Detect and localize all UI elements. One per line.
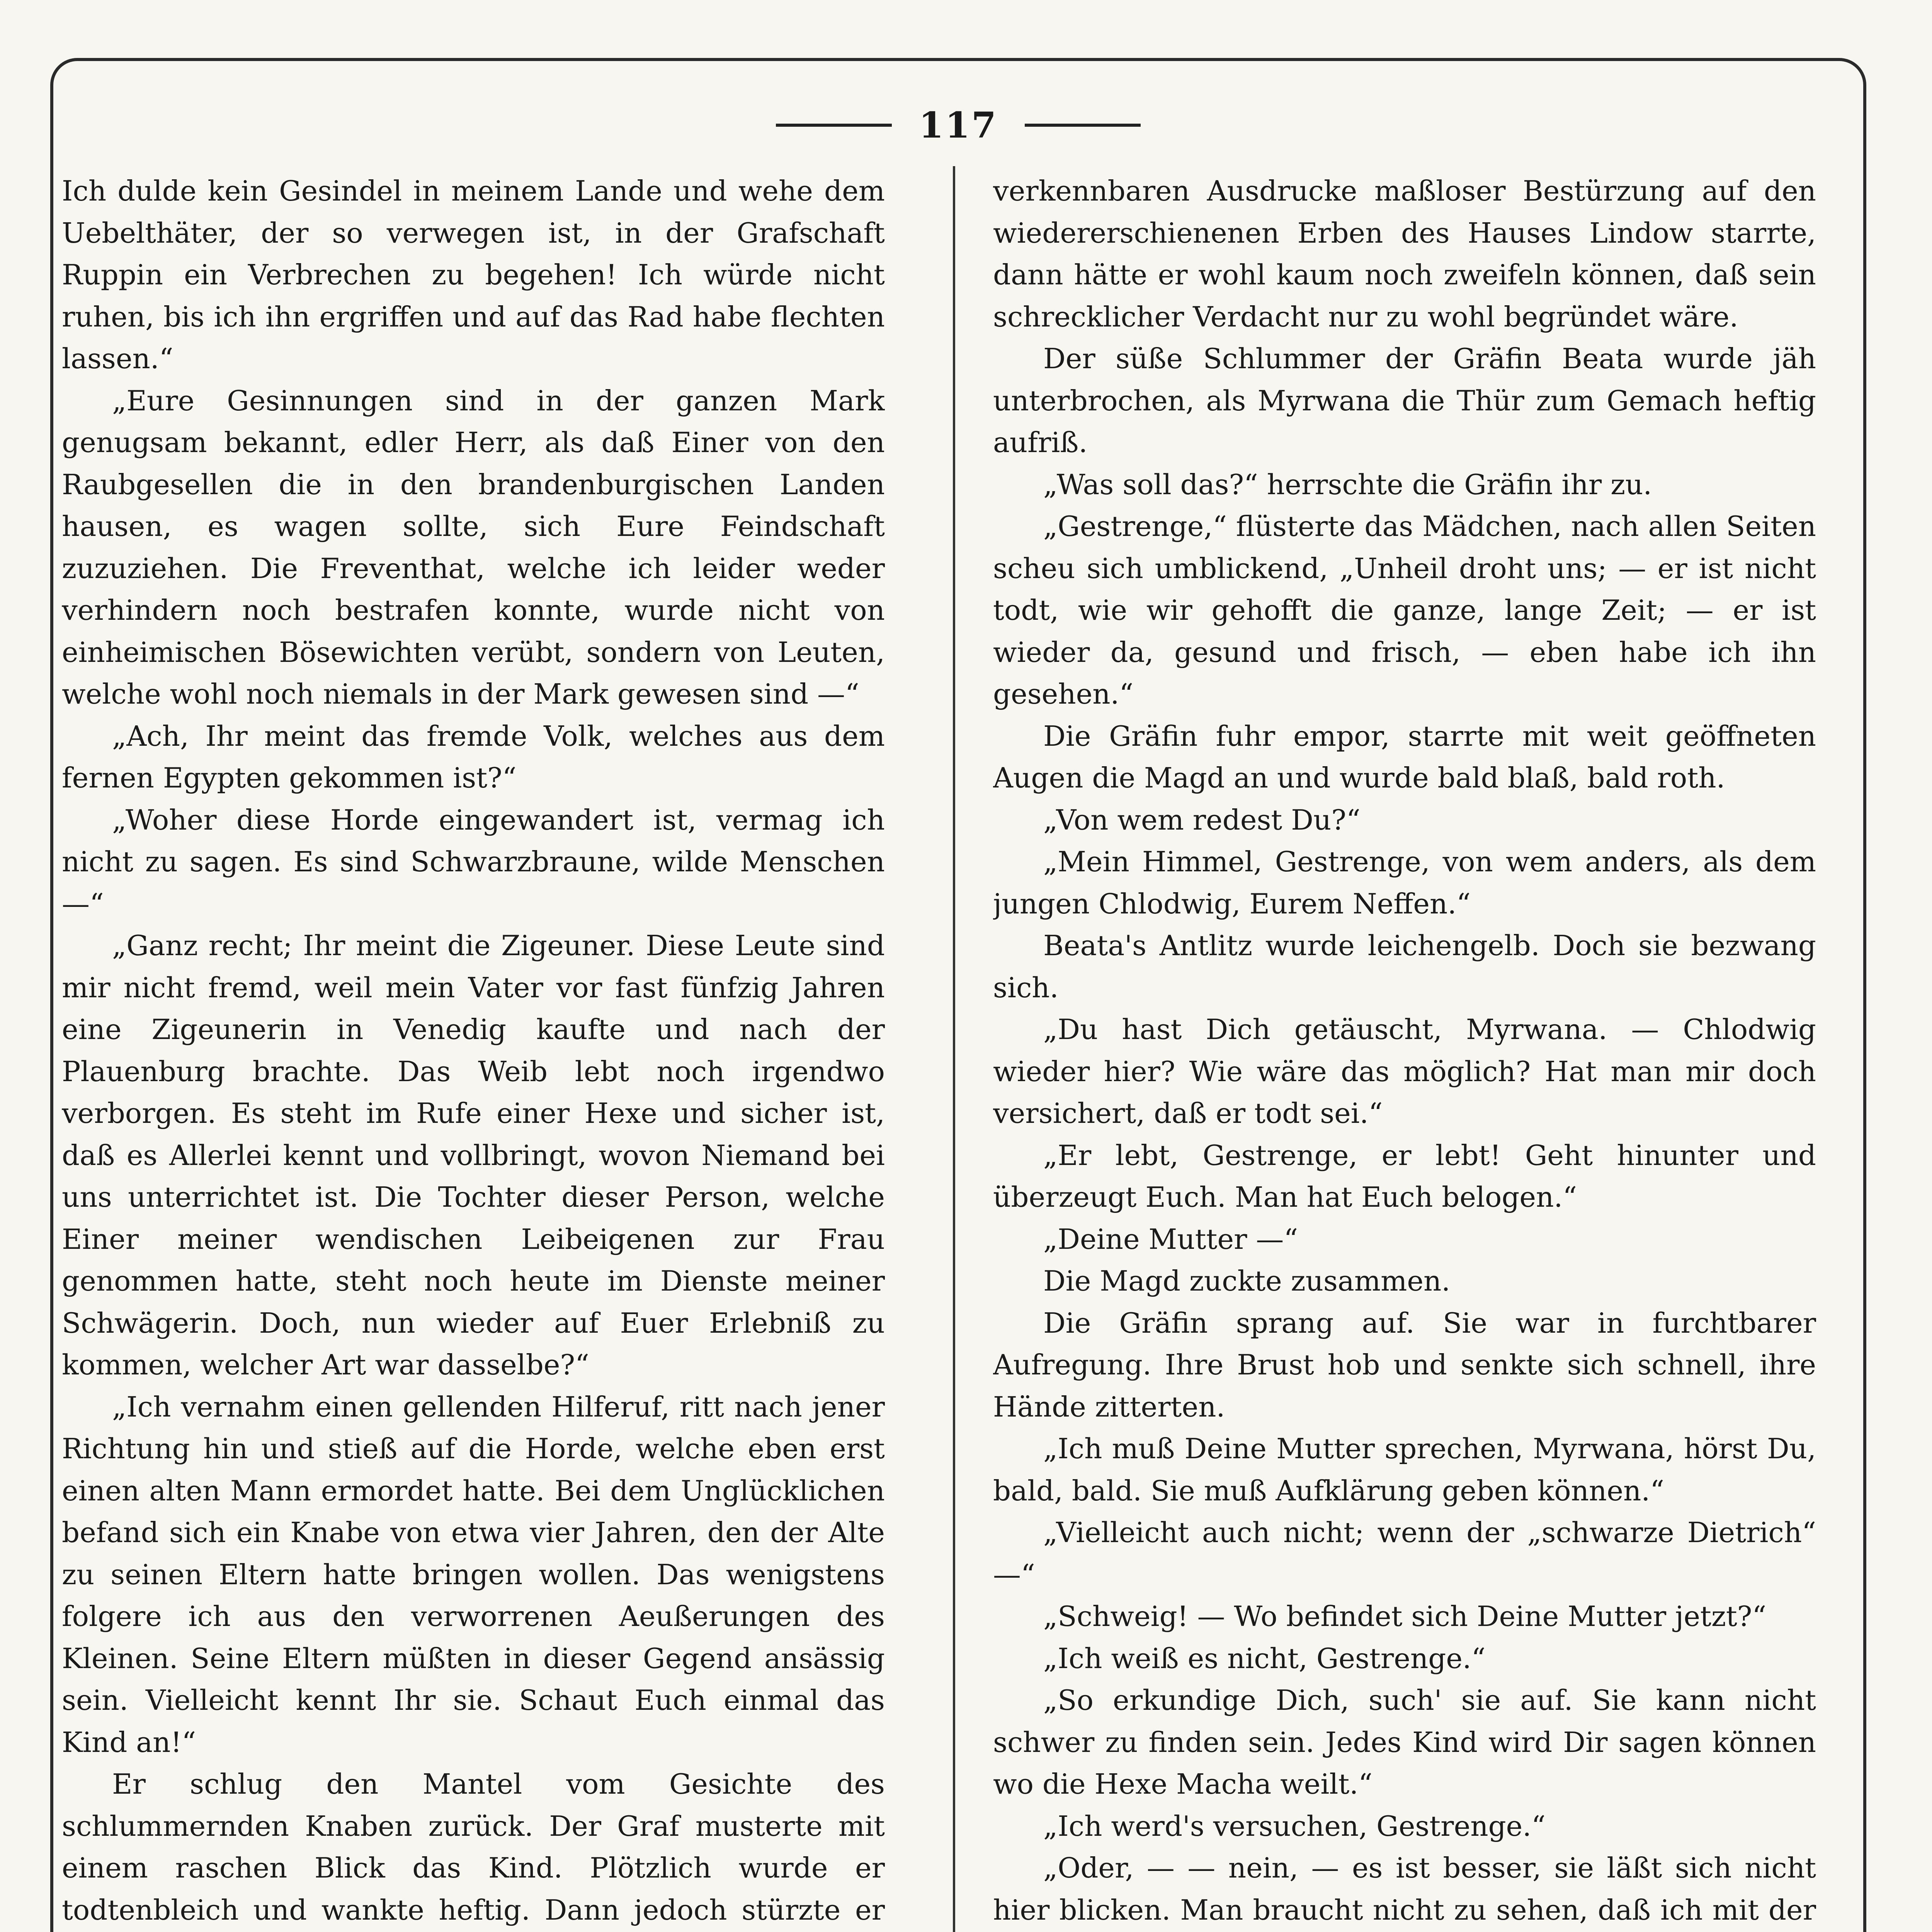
header-rule-right: [1025, 124, 1141, 127]
paragraph: „Ich vernahm einen gellenden Hilferuf, ritt nach jener Richtung hin und stieß auf die Horde, welche eben erst einen alten Mann ermordet hatte. Bei dem Unglücklichen befand sich ein Knabe von etwa vier Jahren, den der Alte zu seinen Eltern hatte bringen wollen. Das wenigstens folgere ich aus den verworrenen Aeußerungen des Kleinen. Seine Eltern müßten in dieser Gegend ansässig sein. Vielleicht kennt Ihr sie. Schaut Euch einmal das Kind an!“: [62, 1390, 885, 1759]
paragraph: Die Magd zuckte zusammen.: [1043, 1265, 1451, 1297]
header-rule-left: [776, 124, 892, 127]
paragraph: Beata's Antlitz wurde leichengelb. Doch sie bezwang sich.: [993, 929, 1816, 1004]
paragraph: Er schlug den Mantel vom Gesichte des schlummernden Knaben zurück. Der Graf musterte mit einem raschen Blick das Kind. Plötzlich wurde er todtenbleich und wankte heftig. Dann jedoch stürzte er: [62, 1768, 885, 1926]
paragraph: „Du hast Dich getäuscht, Myrwana. — Chlodwig wieder hier? Wie wäre das möglich? Hat man mir doch versichert, daß er todt sei.“: [993, 1013, 1816, 1129]
paragraph: Ich dulde kein Gesindel in meinem Lande und wehe dem Uebelthäter, der so verwegen ist, in der Grafschaft Ruppin ein Verbrechen zu begehen! Ich würde nicht ruhen, bis ich ihn ergriffen und auf das Rad habe flechten lassen.“: [62, 175, 885, 375]
paragraph: Die Gräfin fuhr empor, starrte mit weit geöffneten Augen die Magd an und wurde bald blaß, bald roth.: [993, 719, 1816, 794]
paragraph: „Ich weiß es nicht, Gestrenge.“: [1043, 1642, 1486, 1675]
paragraph: „Woher diese Horde eingewandert ist, vermag ich nicht zu sagen. Es sind Schwarzbraune, wilde Menschen —“: [62, 803, 885, 920]
page-number: 117: [918, 104, 998, 146]
paragraph: „Gestrenge,“ flüsterte das Mädchen, nach allen Seiten scheu sich umblickend, „Unheil droht uns; — er ist nicht todt, wie wir gehofft die ganze, lange Zeit; — er ist wieder da, gesund und frisch, — eben habe ich ihn gesehen.“: [993, 510, 1816, 710]
paragraph: „Was soll das?“ herrschte die Gräfin ihr zu.: [1043, 468, 1652, 501]
paragraph: „So erkundige Dich, such' sie auf. Sie kann nicht schwer zu finden sein. Jedes Kind wird Dir sagen können wo die Hexe Macha weilt.“: [993, 1684, 1816, 1800]
paragraph: Der süße Schlummer der Gräfin Beata wurde jäh unterbrochen, als Myrwana die Thür zum Gemach heftig aufriß.: [993, 342, 1816, 459]
paragraph: „Ganz recht; Ihr meint die Zigeuner. Diese Leute sind mir nicht fremd, weil mein Vater vor fast fünfzig Jahren eine Zigeunerin in Venedig kaufte und nach der Plauenburg brachte. Das Weib lebt noch irgendwo verborgen. Es steht im Rufe einer Hexe und sicher ist, daß es Allerlei kennt und vollbringt, wovon Niemand bei uns unterrichtet ist. Die Tochter dieser Person, welche Einer meiner wendischen Leibeigenen zur Frau genommen hatte, steht noch heute im Dienste meiner Schwägerin. Doch, nun wieder auf Euer Erlebniß zu kommen, welcher Art war dasselbe?“: [62, 929, 885, 1381]
paragraph: „Er lebt, Gestrenge, er lebt! Geht hinunter und überzeugt Euch. Man hat Euch belogen.“: [993, 1139, 1816, 1213]
paragraph: „Deine Mutter —“: [1043, 1223, 1298, 1255]
paragraph: „Vielleicht auch nicht; wenn der „schwarze Dietrich“ —“: [993, 1516, 1816, 1591]
paragraph: „Schweig! — Wo befindet sich Deine Mutter jetzt?“: [1043, 1600, 1767, 1633]
paragraph: „Von wem redest Du?“: [1043, 803, 1361, 836]
left-column: [62, 170, 885, 1932]
paragraph: verkennbaren Ausdrucke maßloser Bestürzung auf den wiedererschienenen Erben des Hauses Lindow starrte, dann hätte er wohl kaum noch zweifeln können, daß sein schrecklicher Verdacht nur zu wohl begründet wäre.: [993, 175, 1816, 333]
paragraph: „Oder, — — nein, — es ist besser, sie läßt sich nicht hier blicken. Man braucht nicht zu sehen, daß ich mit der: [993, 1852, 1816, 1926]
column-divider: [953, 166, 955, 1932]
paragraph: Die Gräfin sprang auf. Sie war in furchtbarer Aufregung. Ihre Brust hob und senkte sich schnell, ihre Hände zitterten.: [993, 1306, 1816, 1423]
paragraph: „Ich muß Deine Mutter sprechen, Myrwana, hörst Du, bald, bald. Sie muß Aufklärung geben können.“: [993, 1432, 1816, 1507]
paragraph: „Mein Himmel, Gestrenge, von wem anders, als dem jungen Chlodwig, Eurem Neffen.“: [993, 845, 1816, 920]
right-column: [993, 170, 1816, 1932]
page-header: [50, 104, 1866, 146]
paragraph: „Ich werd's versuchen, Gestrenge.“: [1043, 1810, 1546, 1842]
paragraph: „Eure Gesinnungen sind in der ganzen Mark genugsam bekannt, edler Herr, als daß Einer von den Raubgesellen die in den brandenburgischen Landen hausen, es wagen sollte, sich Eure Feindschaft zuzuziehen. Die Freventhat, welche ich leider weder verhindern noch bestrafen konnte, wurde nicht von einheimischen Bösewichten verübt, sondern von Leuten, welche wohl noch niemals in der Mark gewesen sind —“: [62, 384, 885, 710]
paragraph: „Ach, Ihr meint das fremde Volk, welches aus dem fernen Egypten gekommen ist?“: [62, 719, 885, 794]
